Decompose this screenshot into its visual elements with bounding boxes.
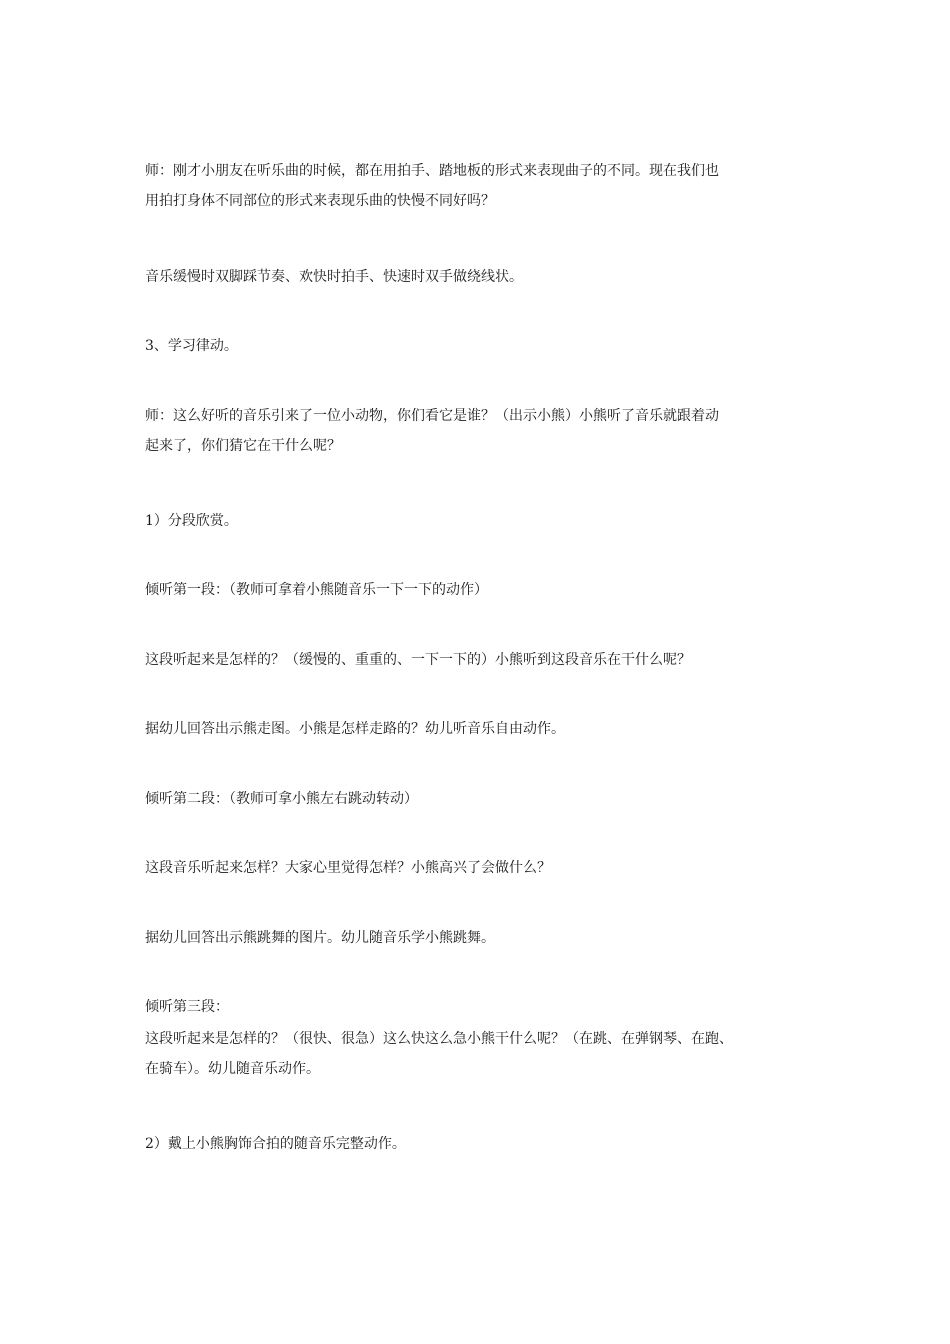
paragraph-12 [145, 992, 815, 1022]
paragraph-4 [145, 401, 815, 461]
line: 据幼儿回答出示熊走图。小熊是怎样走路的？幼儿听音乐自由动作。 [145, 721, 565, 737]
line: 这段听起来是怎样的？（缓慢的、重重的、一下一下的）小熊听到这段音乐在干什么呢？ [145, 652, 691, 668]
line: 起来了，你们猜它在干什么呢？ [145, 438, 341, 454]
paragraph-1 [145, 156, 815, 216]
paragraph-6 [145, 575, 815, 605]
paragraph-11 [145, 923, 815, 953]
line: 据幼儿回答出示熊跳舞的图片。幼儿随音乐学小熊跳舞。 [145, 930, 495, 946]
line: 2）戴上小熊胸饰合拍的随音乐完整动作。 [145, 1136, 406, 1152]
line: 这段听起来是怎样的？（很快、很急）这么快这么急小熊干什么呢？（在跳、在弹钢琴、在跑、 [145, 1031, 733, 1047]
paragraph-5 [145, 506, 815, 536]
line: 3、学习律动。 [145, 338, 238, 354]
paragraph-14 [145, 1129, 815, 1159]
paragraph-9 [145, 784, 815, 814]
line: 这段音乐听起来怎样？大家心里觉得怎样？小熊高兴了会做什么？ [145, 860, 551, 876]
line: 倾听第二段：（教师可拿小熊左右跳动转动） [145, 791, 418, 807]
line: 师：这么好听的音乐引来了一位小动物，你们看它是谁？（出示小熊）小熊听了音乐就跟着动 [145, 408, 719, 424]
line: 倾听第一段：（教师可拿着小熊随音乐一下一下的动作） [145, 582, 488, 598]
paragraph-13 [145, 1024, 815, 1084]
line: 师：刚才小朋友在听乐曲的时候，都在用拍手、踏地板的形式来表现曲子的不同。现在我们也 [145, 163, 719, 179]
paragraph-8 [145, 714, 815, 744]
paragraph-10 [145, 853, 815, 883]
line: 用拍打身体不同部位的形式来表现乐曲的快慢不同好吗？ [145, 193, 495, 209]
paragraph-7 [145, 645, 815, 675]
line: 倾听第三段： [145, 999, 229, 1015]
line: 在骑车）。幼儿随音乐动作。 [145, 1061, 320, 1077]
line: 1）分段欣赏。 [145, 513, 238, 529]
paragraph-3 [145, 331, 815, 361]
line: 音乐缓慢时双脚踩节奏、欢快时拍手、快速时双手做绕线状。 [145, 269, 523, 285]
paragraph-2 [145, 262, 815, 292]
